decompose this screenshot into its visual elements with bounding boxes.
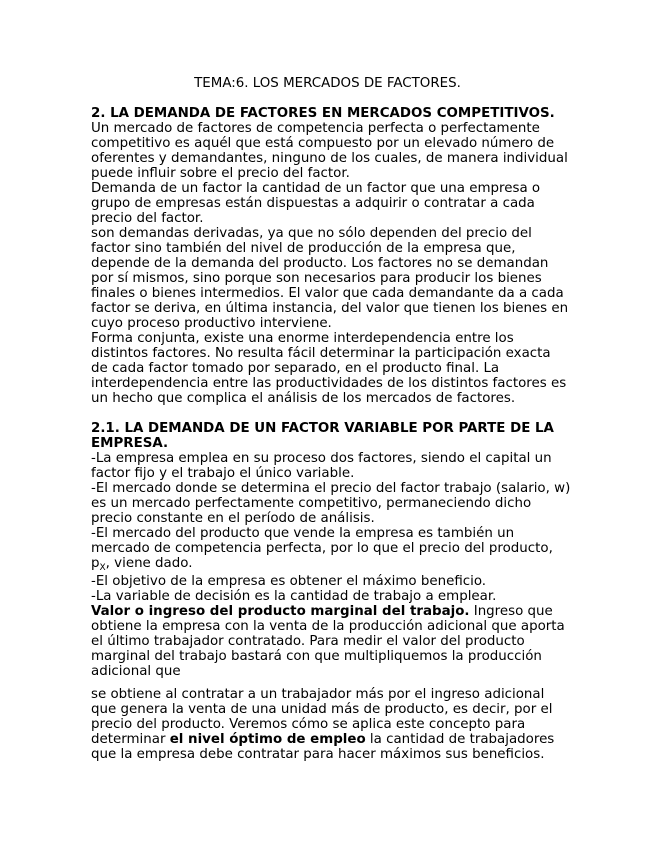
document-title: TEMA:6. LOS MERCADOS DE FACTORES. xyxy=(194,76,461,91)
vpm-text: Ingreso que obtiene la empresa con la venta de la producción adicional que aporta el último trabajador contratado. Para medir el valor del producto marginal del trabajo bastará con que multipliquemos la producción adicional que xyxy=(91,604,565,679)
list-item xyxy=(91,526,571,571)
price-subscript: X xyxy=(99,563,106,573)
paragraph xyxy=(91,687,571,762)
list-item-text: , viene dado. xyxy=(105,556,193,571)
paragraph: Un mercado de factores de competencia perfecta o perfectamente competitivo es aquél que está compuesto por un elevado número de oferentes y demandantes, ninguno de los cuales, de manera individual puede influir sobre el precio del factor. xyxy=(91,121,568,181)
section-2-1 xyxy=(91,421,571,762)
list-item: -La empresa emplea en su proceso dos factores, siendo el capital un factor fijo y el trabajo el único variable. xyxy=(91,451,552,481)
paragraph: Demanda de un factor la cantidad de un factor que una empresa o grupo de empresas están dispuestas a adquirir o contratar a cada precio del factor. xyxy=(91,181,541,226)
paragraph: son demandas derivadas, ya que no sólo dependen del precio del factor sino también del nivel de producción de la empresa que, depende de la demanda del producto. Los factores no se demandan por sí mismos, sino porque son necesarios para producir los bienes finales o bienes intermedios. El valor que cada demandante da a cada factor se deriva, en última instancia, del valor que tienen los bienes en cuyo proceso productivo interviene. xyxy=(91,226,569,331)
section-2 xyxy=(91,106,571,406)
paragraph xyxy=(91,604,571,679)
optimal-employment-term: el nivel óptimo de empleo xyxy=(169,732,366,747)
vpm-text: se obtiene al contratar a un trabajador más por el ingreso adicional que genera la venta de una unidad más de producto, es decir, por el precio del producto. Veremos cómo se aplica este concepto para determinar xyxy=(91,687,553,747)
list-item-text: -El mercado del producto que vende la empresa es también un mercado de competencia perfecta, por lo que el precio del producto, p xyxy=(91,526,553,571)
section-2-heading: 2. LA DEMANDA DE FACTORES EN MERCADOS COMPETITIVOS. xyxy=(91,106,555,121)
vpm-term: Valor o ingreso del producto marginal del trabajo. xyxy=(91,604,470,619)
section-2-1-heading: 2.1. LA DEMANDA DE UN FACTOR VARIABLE POR PARTE DE LA EMPRESA. xyxy=(91,421,554,451)
list-item: -La variable de decisión es la cantidad de trabajo a emplear. xyxy=(91,589,497,604)
paragraph: Forma conjunta, existe una enorme interdependencia entre los distintos factores. No resulta fácil determinar la participación exacta de cada factor tomado por separado, en el producto final. La interdependencia entre las productividades de los distintos factores es un hecho que complica el análisis de los mercados de factores. xyxy=(91,331,567,406)
list-item: -El objetivo de la empresa es obtener el máximo beneficio. xyxy=(91,574,487,589)
vpm-text: la cantidad de trabajadores que la empresa debe contratar para hacer máximos sus beneficios. xyxy=(91,732,555,762)
list-item: -El mercado donde se determina el precio del factor trabajo (salario, w) es un mercado perfectamente competitivo, permaneciendo dicho precio constante en el período de análisis. xyxy=(91,481,571,526)
